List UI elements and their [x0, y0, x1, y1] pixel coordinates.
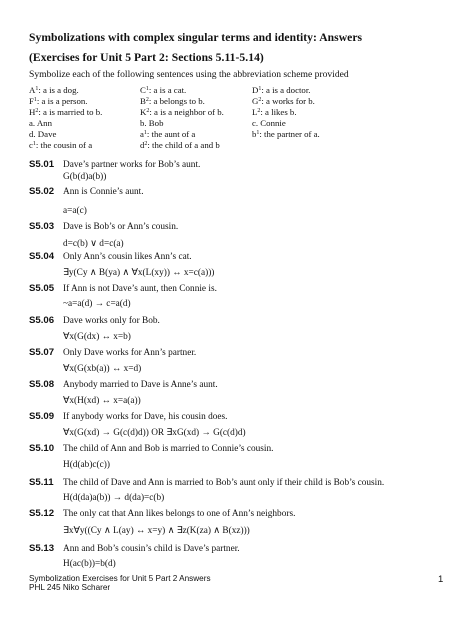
exercise-answer: a=a(c): [63, 206, 87, 216]
scheme-item: $L^2$: a likes b.: [252, 107, 297, 117]
exercise-sentence: Only Ann’s cousin likes Ann’s cat.: [63, 252, 192, 262]
exercise-answer: H(d(ab)c(c)): [63, 460, 110, 470]
exercise-answer: ∃x∀y((Cy ∧ L(ay) ↔ x=y) ∧ ∃z(K(za) ∧ B(xz))): [63, 526, 250, 536]
scheme-item: c. Connie: [252, 118, 286, 128]
exercise-number: S5.08: [29, 379, 55, 390]
scheme-item: $C^1$: a is a cat.: [140, 85, 187, 95]
exercise-sentence: The child of Dave and Ann is married to Bob’s aunt only if their child is Bob’s cousin.: [63, 478, 385, 488]
exercise-sentence: Dave works only for Bob.: [63, 316, 160, 326]
exercise-number: S5.01: [29, 159, 55, 170]
scheme-item: $F^1$: a is a person.: [29, 96, 88, 106]
scheme-item: a. Ann: [29, 118, 52, 128]
exercise-number: S5.11: [29, 477, 54, 488]
scheme-item: $K^2$: a is a neighbor of b.: [140, 107, 224, 117]
exercise-number: S5.10: [29, 443, 55, 454]
scheme-item: $c^1$: the cousin of a: [29, 140, 93, 150]
scheme-item: b. Bob: [140, 118, 164, 128]
exercise-sentence: The child of Ann and Bob is married to Connie’s cousin.: [63, 444, 274, 454]
exercise-number: S5.12: [29, 508, 55, 519]
exercise-answer: H(ac(b))=b(d): [63, 559, 116, 569]
exercise-number: S5.13: [29, 543, 55, 554]
exercise-sentence: Ann is Connie’s aunt.: [63, 187, 144, 197]
exercise-sentence: Only Dave works for Ann’s partner.: [63, 348, 197, 358]
exercise-number: S5.09: [29, 411, 55, 422]
exercise-answer: ∀x(G(xd) → G(c(d)d)) OR ∃xG(xd) → G(c(d)d): [63, 428, 246, 438]
footer-course-title: Symbolization Exercises for Unit 5 Part 2 Answers: [29, 574, 211, 583]
exercise-answer: ~a=a(d) → c=a(d): [63, 299, 131, 309]
exercise-sentence: Dave’s partner works for Bob’s aunt.: [63, 160, 201, 170]
document-title: Symbolizations with complex singular terms and identity: Answers: [29, 31, 363, 44]
exercise-answer: ∀x(G(xb(a)) ↔ x=d): [63, 364, 142, 374]
exercise-number: S5.06: [29, 315, 55, 326]
exercise-sentence: Dave is Bob’s or Ann’s cousin.: [63, 222, 179, 232]
exercise-number: S5.02: [29, 186, 55, 197]
exercise-number: S5.05: [29, 283, 55, 294]
scheme-item: $H^2$: a is married to b.: [29, 107, 103, 117]
exercise-number: S5.04: [29, 251, 55, 262]
exercise-sentence: The only cat that Ann likes belongs to one of Ann’s neighbors.: [63, 509, 296, 519]
scheme-item: $b^1$: the partner of a.: [252, 129, 320, 139]
exercise-answer: ∀x(G(dx) ↔ x=b): [63, 332, 131, 342]
exercise-answer: d=c(b) ∨ d=c(a): [63, 239, 124, 249]
scheme-item: $a^1$: the aunt of a: [140, 129, 196, 139]
exercise-answer: ∀x(H(xd) ↔ x=a(a)): [63, 396, 141, 406]
exercise-answer: G(b(d)a(b)): [63, 172, 107, 182]
exercise-sentence: Anybody married to Dave is Anne’s aunt.: [63, 380, 218, 390]
exercise-number: S5.07: [29, 347, 55, 358]
exercise-number: S5.03: [29, 221, 55, 232]
document-subtitle: (Exercises for Unit 5 Part 2: Sections 5.11-5.14): [29, 51, 264, 64]
scheme-item: $d^2$: the child of a and b: [140, 140, 220, 150]
scheme-item: d. Dave: [29, 129, 57, 139]
scheme-item: $A^1$: a is a dog.: [29, 85, 79, 95]
page-number: 1: [438, 574, 444, 585]
exercise-sentence: If Ann is not Dave’s aunt, then Connie is.: [63, 284, 217, 294]
scheme-item: $D^1$: a is a doctor.: [252, 85, 311, 95]
instructions: Symbolize each of the following sentences using the abbreviation scheme provided: [29, 69, 349, 80]
footer-author: PHL 245 Niko Scharer: [29, 583, 111, 592]
exercise-answer: ∃y(Cy ∧ B(ya) ∧ ∀x(L(xy)) ↔ x=c(a))): [63, 268, 215, 278]
scheme-item: $G^2$: a works for b.: [252, 96, 315, 106]
exercise-sentence: Ann and Bob’s cousin’s child is Dave’s partner.: [63, 544, 240, 554]
scheme-item: $B^2$: a belongs to b.: [140, 96, 205, 106]
exercise-answer: H(d(da)a(b)) → d(da)=c(b): [63, 493, 165, 503]
exercise-sentence: If anybody works for Dave, his cousin does.: [63, 412, 228, 422]
